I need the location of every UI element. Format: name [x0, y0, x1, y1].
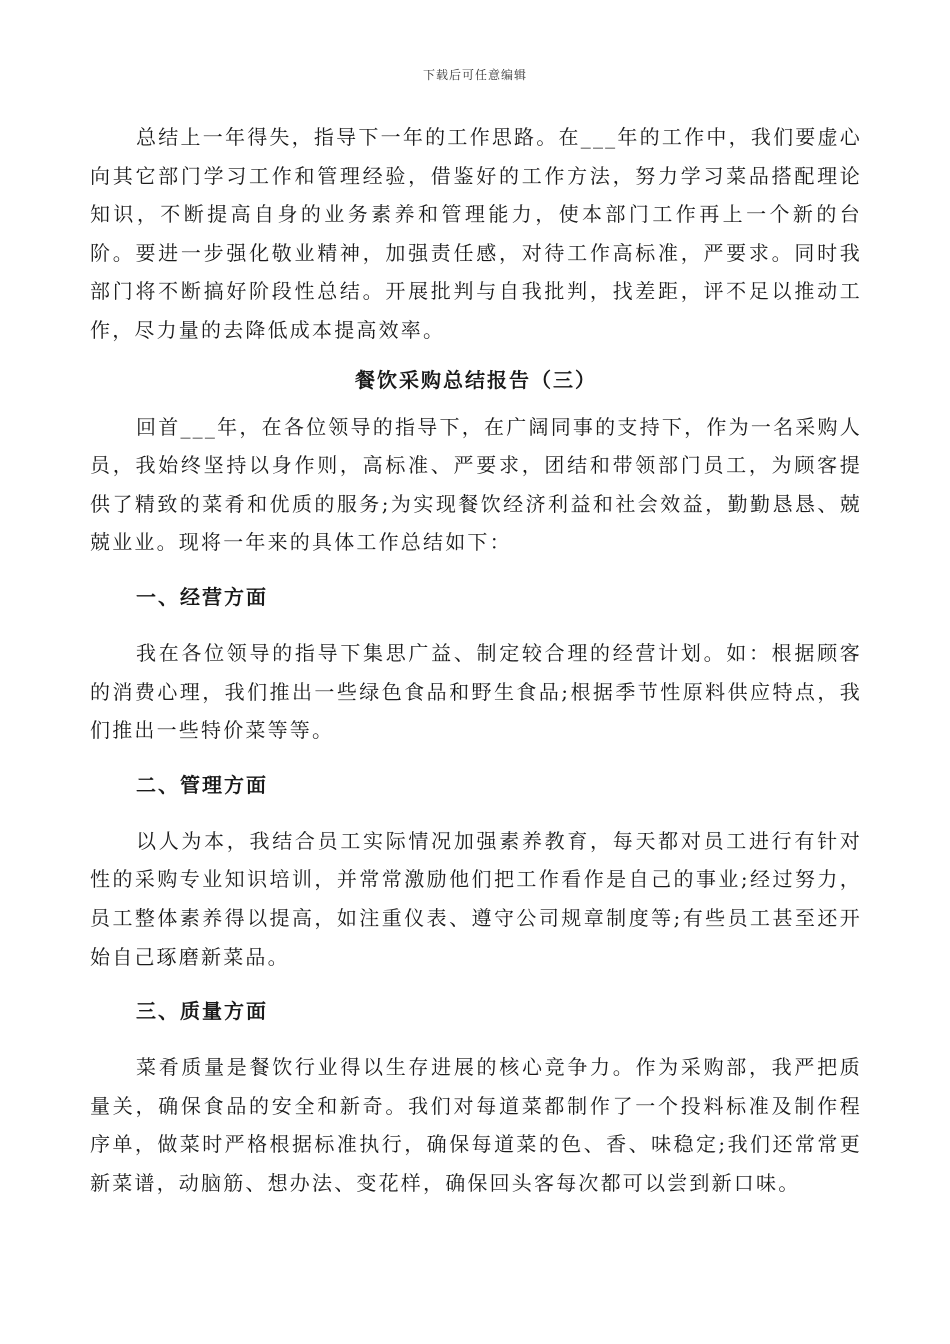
report-title: 餐饮采购总结报告（三） — [355, 367, 597, 392]
opening-paragraph: 回首___年，在各位领导的指导下，在广阔同事的支持下，作为一名采购人员，我始终坚持以身作则，高标准、严要求，团结和带领部门员工，为顾客提供了精致的菜肴和优质的服务;为实现餐饮经济利益和社会效益，勤勤恳恳、兢兢业业。现将一年来的具体工作总结如下： — [90, 414, 862, 555]
section-text-management: 以人为本，我结合员工实际情况加强素养教育，每天都对员工进行有针对性的采购专业知识培训，并常常激励他们把工作看作是自己的事业;经过努力，员工整体素养得以提高，如注重仪表、遵守公司规章制度等;有些员工甚至还开始自己琢磨新菜品。 — [90, 828, 862, 969]
intro-paragraph: 总结上一年得失，指导下一年的工作思路。在___年的工作中，我们要虚心向其它部门学习工作和管理经验，借鉴好的工作方法，努力学习菜品搭配理论知识，不断提高自身的业务素养和管理能力，使本部门工作再上一个新的台阶。要进一步强化敬业精神，加强责任感，对待工作高标准，严要求。同时我部门将不断搞好阶段性总结。开展批判与自我批判，找差距，评不足以推动工作，尽力量的去降低成本提高效率。 — [90, 125, 862, 342]
document-body — [90, 118, 862, 1202]
page-header: 下载后可任意编辑 — [422, 68, 527, 82]
section-text-operations: 我在各位领导的指导下集思广益、制定较合理的经营计划。如：根据顾客的消费心理，我们推出一些绿色食品和野生食品;根据季节性原料供应特点，我们推出一些特价菜等等。 — [90, 640, 862, 743]
section-heading-management: 二、管理方面 — [136, 772, 268, 797]
section-text-quality: 菜肴质量是餐饮行业得以生存进展的核心竞争力。作为采购部，我严把质量关，确保食品的安全和新奇。我们对每道菜都制作了一个投料标准及制作程序单，做菜时严格根据标准执行，确保每道菜的色、香、味稳定;我们还常常更新菜谱，动脑筋、想办法、变花样，确保回头客每次都可以尝到新口味。 — [90, 1055, 862, 1195]
section-heading-operations: 一、经营方面 — [136, 584, 268, 609]
section-heading-quality: 三、质量方面 — [136, 999, 268, 1024]
